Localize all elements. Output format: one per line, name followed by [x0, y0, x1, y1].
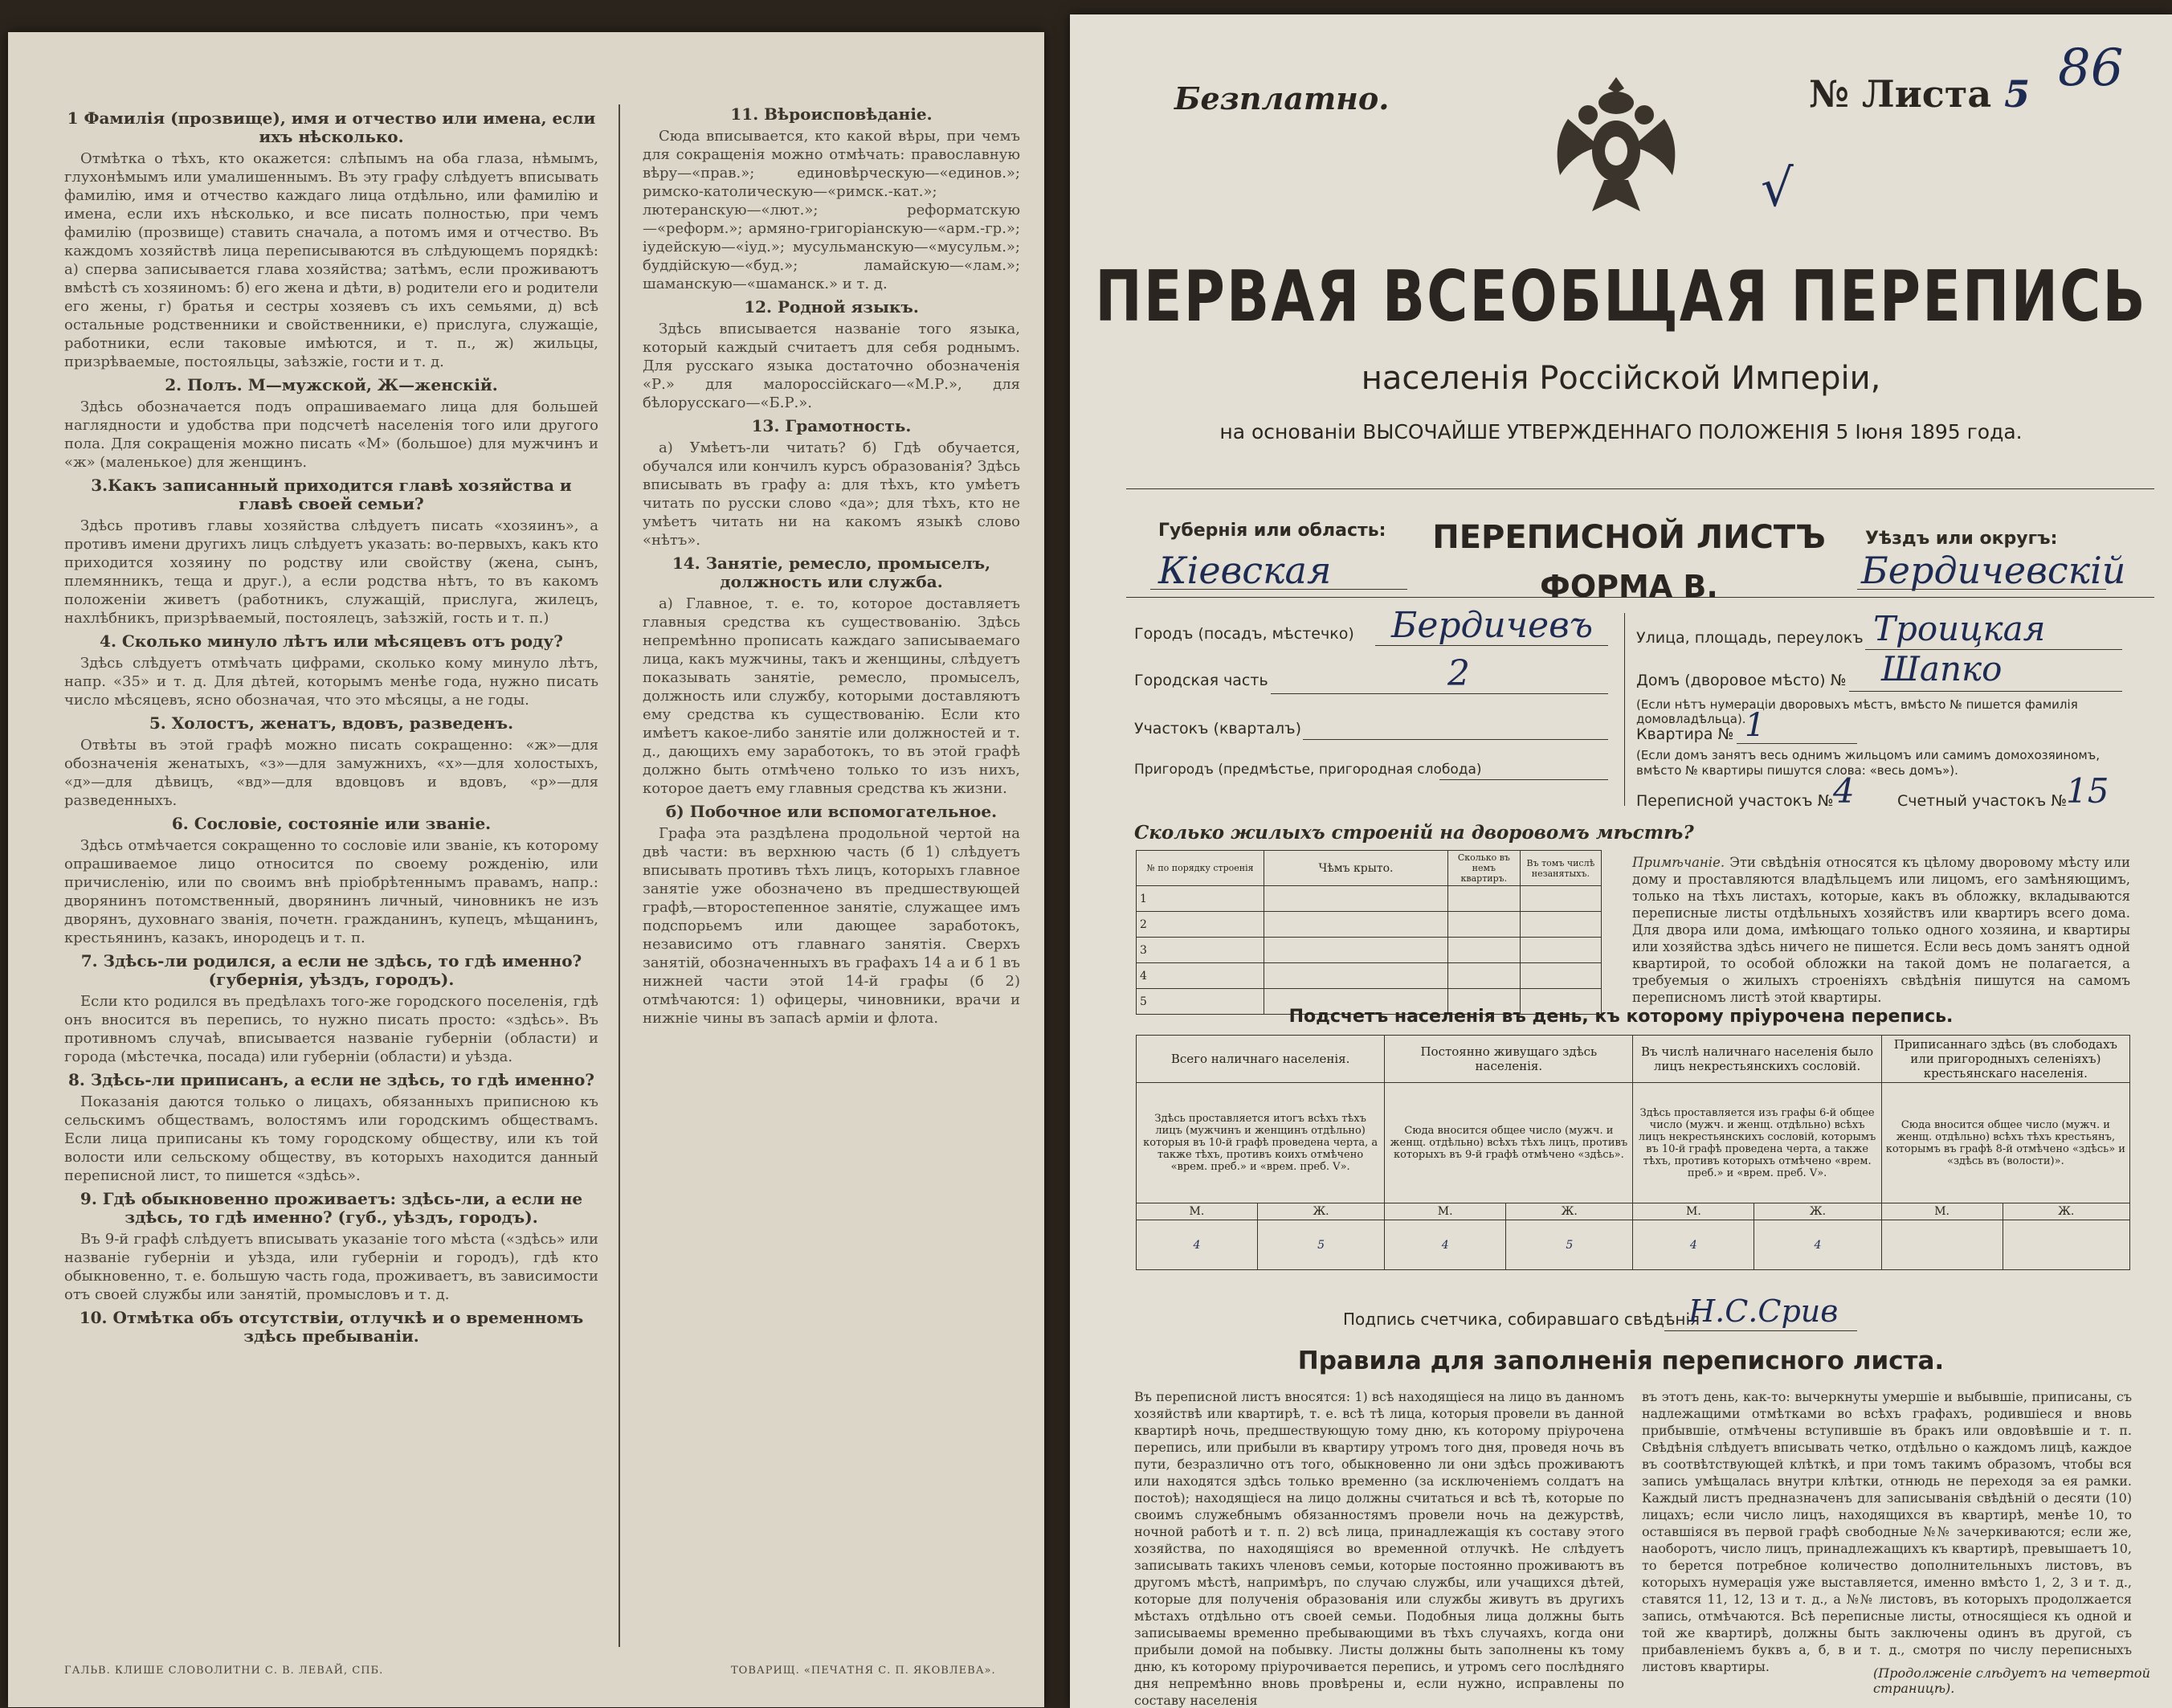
female-label: Ж. [2003, 1203, 2129, 1220]
section-title: 2. Полъ. М—мужской, Ж—женскій. [165, 375, 498, 394]
cell-apartments [1448, 912, 1521, 938]
count-col-head: Постоянно живущаго здѣсь населенія. [1385, 1036, 1633, 1083]
section-text: Отмѣтка о тѣхъ, кто окажется: слѣпымъ на оба глаза, нѣмымъ, глухонѣмымъ или умалишеннымъ. Въ эту графу слѣдуетъ вписывать фамилію, имя и отчество каждаго лица отдѣльно, или фамилію и имена, если ихъ нѣсколько, и все писать полностью, при чемъ фамилію (прозвище) ставить сначала, а потомъ имя и отчество. Въ каждомъ хозяйствѣ лица переписываются въ слѣдующемъ порядкѣ: а) сперва записывается глава хозяйства; затѣмъ, если проживаютъ вмѣстѣ съ хозяиномъ: б) его жена и дѣти, в) родители его и родители его жены, г) братья и сестры хозяевъ съ ихъ семьями, д) всѣ остальные родственники и свойственники, е) прислуга, служащіе, работники, если таковые имѣются, и т. п., ж) жильцы, призрѣваемые, постояльцы, заѣзжіе, гости и т. д. [64, 150, 598, 370]
section-text: а) Умѣетъ-ли читать? б) Гдѣ обучается, обучался или кончилъ курсъ образованія? Здѣсь вписывать въ графу а: для тѣхъ, кто умѣетъ читать по русски слово «да»; для тѣхъ, кто не умѣетъ читать ни на какомъ языкѣ слово «нѣтъ». [643, 439, 1020, 549]
section-title: 14. Занятіе, ремесло, промыселъ, должность или служба. [672, 554, 991, 591]
population-count-table [1136, 1035, 2130, 1270]
province-value: Кіевская [1158, 549, 1332, 592]
note-text: Эти свѣдѣнія относятся къ цѣлому дворовому мѣсту или дому и проставляются владѣльцемъ или лицомъ, его замѣняющимъ, только на тѣхъ листахъ, которые, какъ въ обложку, вкладываются переписные листы отдѣльныхъ хозяйствъ или квартиръ всего дома. Для двора или дома, имѣющаго только одного хозяина, и квартиры или хозяйства здѣсь ничего не пишется. Если весь домъ занятъ одной квартирой, то особой обложки на такой домъ не полагается, а требуемыя о жилыхъ строеніяхъ свѣдѣнія пишутся на самомъ переписномъ листѣ этой квартиры. [1632, 855, 2130, 1005]
sex-label-row [1137, 1203, 2130, 1220]
section-text: Здѣсь слѣдуетъ отмѣчать цифрами, сколько кому минуло лѣтъ, напр. «35» и т. д. Для дѣтей, которымъ менѣе года, нужно писать число мѣсяцевъ, ясно обозначая, что это мѣсяцы, а не годы. [64, 655, 598, 709]
note-block [1632, 854, 2130, 1006]
count-header-row [1137, 1036, 2130, 1083]
cell-vacant [1520, 886, 1601, 912]
left-column-1 [64, 104, 598, 1349]
section-text: Показанія даются только о лицахъ, обязанныхъ приписною къ сельскимъ обществамъ, волостямъ или городскимъ обществамъ. Если лица приписаны къ тому городскому обществу, или къ той волости или сельскому обществу, въ которыхъ находится данный переписной лист, то пишется «здѣсь». [64, 1093, 598, 1184]
corner-number: 86 [2058, 39, 2124, 98]
form-letter: ФОРМА В. [1540, 569, 1718, 604]
left-page [8, 32, 1044, 1707]
section-text: Сюда вписывается, кто какой вѣры, при чемъ для сокращенія можно отмѣчать: православную вѣру—«прав.»; единовѣрческую—«единов.»; римско-католическую—«римск.-кат.»; лютеранскую—«лют.»; реформатскую—«реформ.»; армяно-григоріанскую—«арм.-гр.»; іудейскую—«іуд.»; мусульманскую—«мусульм.»; буддійскую—«буд.»; ламайскую—«лам.»; шаманскую—«шаманск.» и т. д. [643, 128, 1020, 292]
apartment-note: (Если домъ занятъ весь однимъ жильцомъ или самимъ домохозяиномъ, вмѣсто № квартиры пишутся слова: «весь домъ»). [1636, 748, 2101, 778]
quarter-line [1303, 739, 1608, 740]
rules-title: Правила для заполненія переписного листа. [1297, 1346, 1945, 1375]
female-count: 4 [1754, 1220, 1881, 1270]
part-line [1271, 693, 1608, 694]
section-title: 8. Здѣсь-ли приписанъ, а если не здѣсь, то гдѣ именно? [67, 1070, 595, 1089]
cell-vacant [1520, 912, 1601, 938]
sheet-number-label: № Листа [1809, 72, 1992, 116]
house-value: Шапко [1881, 649, 2003, 689]
section-text: Въ 9-й графѣ слѣдуетъ вписывать указаніе того мѣста («здѣсь» или названіе губерніи и уѣзда, или губерніи и городъ), гдѣ кто обыкновенно, т. е. большую часть года, проживаетъ, въ зависимости отъ своей службы или занятій, промысловъ и т. д. [64, 1231, 598, 1303]
column-divider [619, 104, 620, 1647]
section-text: Графа эта раздѣлена продольной чертой на двѣ части: въ верхнюю часть (б 1) слѣдуетъ вписывать противъ тѣхъ лицъ, которыхъ главное занятіе уже обозначено въ предшествующей графѣ,—второстепенное занятіе, служащее имъ подспорьемъ или дающее заработокъ, независимо отъ главнаго занятія. Сверхъ занятій, обозначенныхъ въ графахъ 14 а и б 1 въ нижней части этой 14-й графы (б 2) отмѣчаются: 1) офицеры, чиновники, врачи и нижніе чины въ запасѣ арміи и флота. [643, 825, 1020, 1027]
section-text: Здѣсь противъ главы хозяйства слѣдуетъ писать «хозяинъ», а противъ имени другихъ лицъ слѣдуетъ указать: во-первыхъ, какъ кто приходится хозяину по родству или свойству (жена, сынъ, племянникъ, теща и друг.), а если родства нѣтъ, то въ какомъ положеніи живетъ (работникъ, служащій, прислуга, жилецъ, нахлѣбникъ, призрѣваемый, постоялецъ, заѣзжій, гость и т. п.) [64, 517, 598, 627]
continued-note: (Продолженіе слѣдуетъ на четвертой страницѣ). [1873, 1665, 2150, 1696]
female-label: Ж. [1754, 1203, 1881, 1220]
section-text: Здѣсь вписывается названіе того языка, который каждый считаетъ для себя роднымъ. Для русскаго языка достаточно обозначенія «Р.» для малороссійскаго—«М.Р.», для бѣлорусскаго—«Б.Р.». [643, 321, 1020, 411]
district-line [1857, 589, 2106, 590]
cell-roof [1264, 963, 1448, 989]
address-divider [1624, 613, 1625, 806]
table-row [1137, 963, 1602, 989]
row-number: 2 [1137, 912, 1264, 938]
section-title: 13. Грамотность. [751, 416, 912, 435]
form-title: ПЕРЕПИСНОЙ ЛИСТЪ [1432, 519, 1826, 556]
apartment-value: 1 [1745, 707, 1766, 744]
section-title: 12. Родной языкъ. [744, 297, 919, 317]
count-values-row [1137, 1220, 2130, 1270]
count-col-desc: Здѣсь проставляется итогъ всѣхъ тѣхъ лицъ (мужчинъ и женщинъ отдѣльно) которыя въ 10-й графѣ проведена черта, а также тѣхъ, противъ коихъ отмѣчено «врем. преб.» и «врем. преб. V». [1137, 1083, 1385, 1203]
document-subtitle: населенія Россійской Имперіи, [1361, 360, 1881, 397]
bld-header: Въ томъ числѣ незанятыхъ. [1520, 851, 1601, 886]
cell-apartments [1448, 963, 1521, 989]
section-title: 11. Вѣроисповѣданіе. [730, 104, 933, 124]
section-text: Здѣсь отмѣчается сокращенно то сословіе или званіе, къ которому опрашиваемое лицо относится по своему рожденію, или причисленію, или по своимъ внѣ пріобрѣтеннымъ правамъ, напр.: дворянинъ потомственный, дворянинъ личный, чиновникъ не изъ дворянъ, духовнаго званія, почетн. гражданинъ, купецъ, мѣщанинъ, крестьянинъ, казакъ, инородецъ и т. п. [64, 837, 598, 946]
left-column-2 [643, 100, 1020, 1031]
district-label: Уѣздъ или округъ: [1865, 529, 2058, 549]
row-number: 3 [1137, 938, 1264, 963]
header-rule-bottom [1126, 597, 2154, 598]
male-count [1881, 1220, 2003, 1270]
section-text: Здѣсь обозначается подъ опрашиваемаго лица для большей наглядности и удобства при подсчетѣ населенія того или другого пола. Для сокращенія можно писать «М» (большое) для мужчинъ и «ж» (маленькое) для женщинъ. [64, 398, 598, 471]
male-label: М. [1385, 1203, 1506, 1220]
section-title: 9. Гдѣ обыкновенно проживаетъ: здѣсь-ли, а если не здѣсь, то гдѣ именно? (губ., уѣздъ, городъ). [80, 1189, 583, 1227]
house-note: (Если нѣтъ нумераціи дворовыхъ мѣстъ, вмѣсто № пишется фамилія домовладѣльца). [1636, 697, 2078, 726]
note-title: Примѣчаніе. [1632, 855, 1725, 870]
sheet-number-value: 5 [2004, 72, 2031, 116]
suburb-line [1439, 779, 1608, 780]
free-label: Безплатно. [1174, 80, 1390, 116]
count-col-desc: Сюда вносится общее число (мужч. и женщ. отдѣльно) всѣхъ тѣхъ крестьянъ, которымъ въ графѣ 8-й отмѣчено «здѣсь» и «здѣсь въ (волости)». [1881, 1083, 2129, 1203]
check-mark: √ [1761, 159, 1794, 219]
table-row [1137, 938, 1602, 963]
count-col-head: Всего наличнаго населенія. [1137, 1036, 1385, 1083]
section-text: а) Главное, т. е. то, которое доставляетъ главныя средства къ существованію. Здѣсь непремѣнно прописать каждаго записываемаго лица, какъ мужчины, такъ и женщины, слѣдуетъ показывать занятіе, ремесло, промыселъ, должность или службу, которыми доставляютъ ему средства къ существованію. Если кто имѣетъ какое-либо занятіе или должностей и т. д., дающихъ ему заработокъ, то въ этой графѣ должно быть отмѣчено только то изъ нихъ, которое даетъ ему главныя средства къ жизни. [643, 595, 1020, 797]
section-text: Если кто родился въ предѣлахъ того-же городского поселенія, гдѣ онъ вносится въ перепись, то нужно писать просто: «здѣсь». Въ противномъ случаѣ, вписывается названіе губерніи (области) и города (мѣстечка, посада) или губерніи (области) и уѣзда. [64, 993, 598, 1065]
table-row [1137, 886, 1602, 912]
section-title: 6. Сословіе, состояніе или званіе. [171, 814, 492, 833]
right-page [1070, 14, 2172, 1708]
apartment-label: Квартира № [1636, 725, 1734, 743]
male-label: М. [1633, 1203, 1754, 1220]
section-title: 1 Фамилія (прозвище), имя и отчество или имена, если ихъ нѣсколько. [67, 108, 596, 146]
section-title: 7. Здѣсь-ли родился, а если не здѣсь, то гдѣ именно? (губернія, уѣздъ, городъ). [80, 951, 582, 989]
row-number: 5 [1137, 989, 1264, 1015]
male-count: 4 [1633, 1220, 1754, 1270]
cell-apartments [1448, 938, 1521, 963]
cell-vacant [1520, 963, 1601, 989]
male-label: М. [1881, 1203, 2003, 1220]
bld-header: Сколько въ немъ квартиръ. [1448, 851, 1521, 886]
buildings-table [1136, 850, 1602, 1015]
cell-roof [1264, 938, 1448, 963]
female-count: 5 [1506, 1220, 1633, 1270]
cell-apartments [1448, 886, 1521, 912]
male-label: М. [1137, 1203, 1258, 1220]
city-value: Бердичевъ [1391, 605, 1594, 646]
census-district-value: 4 [1833, 771, 1855, 811]
double-eagle-emblem [1544, 71, 1688, 223]
female-label: Ж. [1257, 1203, 1384, 1220]
count-col-head: Въ числѣ наличнаго населенія было лицъ некрестьянскихъ сословій. [1633, 1036, 1881, 1083]
rules-column-2: въ этотъ день, как-то: вычеркнуты умершіе и выбывшіе, приписаны, съ надлежащими отмѣтками во всѣхъ графахъ, родившіеся и вновь прибывшіе, отмѣчены вступившіе въ бракъ или овдовѣвшіе и т. п. Свѣдѣнія слѣдуетъ вписывать четко, отдѣльно о каждомъ лицѣ, каждое въ соотвѣтствующей клѣткѣ, и при томъ такимъ образомъ, чтобы вся запись умѣщалась внутри клѣтки, отнюдь не переходя за ея рамки. Каждый листъ предназначенъ для записыванія свѣдѣній о десяти (10) лицахъ; если число лицъ, находящихся въ квартирѣ, менѣе 10, то оставшіяся въ первой графѣ свободные №№ зачеркиваются; если же, наоборотъ, число лицъ, принадлежащихъ къ квартирѣ, превышаетъ 10, то берется потребное количество дополнительныхъ листовъ, въ которыхъ нумерація уже выставляется, именно вмѣсто 1, 2, 3 и т. д., ставятся 11, 12, 13 и т. д., а №№ листовъ, въ которыхъ продолжается запись, отмѣчаются. Всѣ переписные листы, относящіеся къ одной и той же квартирѣ, должны быть заключены одинъ въ другой, съ прибавленіемъ буквъ а, б, в и т. д., смотря по числу переписныхъ листовъ квартиры. [1642, 1389, 2132, 1674]
female-count: 5 [1257, 1220, 1384, 1270]
count-district-label: Счетный участокъ № [1897, 792, 2068, 810]
count-col-head: Приписаннаго здѣсь (въ слободахъ или пригородныхъ селеніяхъ) крестьянскаго населенія. [1881, 1036, 2129, 1083]
city-label: Городъ (посадъ, мѣстечко) [1134, 625, 1354, 643]
female-count [2003, 1220, 2129, 1270]
street-value: Троицкая [1873, 609, 2046, 648]
section-title: 5. Холостъ, женатъ, вдовъ, разведенъ. [149, 713, 514, 733]
street-label: Улица, площадь, переулокъ [1636, 629, 1864, 647]
cell-roof [1264, 886, 1448, 912]
legal-basis: на основаніи ВЫСОЧАЙШЕ УТВЕРЖДЕННАГО ПОЛОЖЕНІЯ 5 Іюня 1895 года. [1219, 420, 2023, 443]
apartment-line [1737, 743, 1857, 744]
male-count: 4 [1137, 1220, 1258, 1270]
section-title: 4. Сколько минуло лѣтъ или мѣсяцевъ отъ роду? [100, 631, 563, 651]
count-col-desc: Здѣсь проставляется изъ графы 6-й общее число (мужч. и женщ. отдѣльно) всѣхъ лицъ некрестьянскихъ сословій, которымъ въ 10-й графѣ проведена черта, а также тѣхъ, противъ которыхъ отмѣчено «врем. преб.» и «врем. преб. V». [1633, 1083, 1881, 1203]
cell-roof [1264, 912, 1448, 938]
document-title: ПЕРВАЯ ВСЕОБЩАЯ ПЕРЕПИСЬ [1095, 255, 2147, 338]
buildings-label: Сколько жилыхъ строеній на дворовомъ мѣстѣ? [1134, 822, 1694, 844]
section-title: 10. Отмѣтка объ отсутствіи, отлучкѣ и о временномъ здѣсь пребываніи. [79, 1308, 584, 1346]
male-count: 4 [1385, 1220, 1506, 1270]
city-line [1375, 645, 1608, 646]
section-title: 3.Какъ записанный приходится главѣ хозяйства и главѣ своей семьи? [91, 476, 572, 513]
province-label: Губернія или область: [1158, 521, 1386, 541]
house-line [1849, 691, 2122, 692]
suburb-label: Пригородъ (предмѣстье, пригородная слобода) [1134, 762, 1482, 778]
part-label: Городская часть [1134, 672, 1268, 689]
count-district-value: 15 [2066, 771, 2109, 811]
section-text: Отвѣты въ этой графѣ можно писать сокращенно: «ж»—для обозначенія женатыхъ, «з»—для замужнихъ, «х»—для холостыхъ, «д»—для дѣвицъ, «вд»—для вдовцовъ и вдовъ, «р»—для разведенныхъ. [64, 737, 598, 809]
bld-header: № по порядку строенія [1137, 851, 1264, 886]
table-row [1137, 912, 1602, 938]
footer-right: ТОВАРИЩ. «ПЕЧАТНЯ С. П. ЯКОВЛЕВА». [731, 1665, 996, 1677]
cell-vacant [1520, 938, 1601, 963]
house-label: Домъ (дворовое мѣсто) № [1636, 672, 1847, 689]
signature-label: Подпись счетчика, собиравшаго свѣдѣнія [1343, 1310, 1700, 1329]
signature-line [1664, 1330, 1857, 1331]
rules-column-1: Въ переписной листъ вносятся: 1) всѣ находящіеся на лицо въ данномъ хозяйствѣ или квартирѣ, т. е. всѣ тѣ лица, которыя провели въ данной квартирѣ ночь, предшествующую тому дню, къ которому пріурочена перепись, или прибыли въ квартиру утромъ того дня, проведя ночь въ пути, безразлично отъ того, обыкновенно ли они здѣсь проживаютъ или находятся здѣсь только временно (за исключеніемъ солдатъ на постоѣ); находящіеся на лицо должны считаться и всѣ тѣ, которые по своимъ служебнымъ обязанностямъ провели ночь на дежурствѣ, ночной работѣ и т. п. 2) всѣ лица, принадлежащія къ составу этого хозяйства, по находящіяся во временной отлучкѣ. Не слѣдуетъ записывать такихъ членовъ семьи, которые постоянно проживаютъ въ другомъ мѣстѣ, напримѣръ, по случаю службы, или учащихся дѣтей, которые для полученія образованія или службы живутъ въ другихъ мѣстахъ отдѣльно отъ своей семьи. Подобныя лица должны быть записываемы временно пребывающими въ тѣхъ случаяхъ, когда они прибыли домой на побывку. Листы должны быть заполнены къ тому дню, къ которому пріурочивается перепись, и утромъ сего послѣдняго дня непремѣнно вновь провѣрены и, если нужно, исправлены по составу населенія [1134, 1389, 1624, 1708]
female-label: Ж. [1506, 1203, 1633, 1220]
count-col-desc: Сюда вносится общее число (мужч. и женщ. отдѣльно) всѣхъ тѣхъ лицъ, противъ которыхъ въ 9-й графѣ отмѣчено «здѣсь». [1385, 1083, 1633, 1203]
section-title: б) Побочное или вспомогательное. [665, 802, 998, 821]
census-district-label: Переписной участокъ № [1636, 792, 1834, 810]
count-desc-row [1137, 1083, 2130, 1203]
footer-left: ГАЛЬВ. КЛИШЕ СЛОВОЛИТНИ С. В. ЛЕВАЙ, СПБ. [64, 1665, 384, 1677]
district-value: Бердичевскій [1861, 549, 2126, 592]
buildings-header-row [1137, 851, 1602, 886]
part-value: 2 [1447, 653, 1470, 694]
row-number: 4 [1137, 963, 1264, 989]
bld-header: Чѣмъ крыто. [1264, 851, 1448, 886]
row-number: 1 [1137, 886, 1264, 912]
sheet-number [1809, 72, 2030, 116]
header-rule-top [1126, 488, 2154, 489]
quarter-label: Участокъ (кварталъ) [1134, 720, 1302, 738]
count-title: Подсчетъ населенія въ день, къ которому пріурочена перепись. [1288, 1007, 1954, 1027]
enumerator-signature: Н.С.Срив [1688, 1293, 1839, 1329]
